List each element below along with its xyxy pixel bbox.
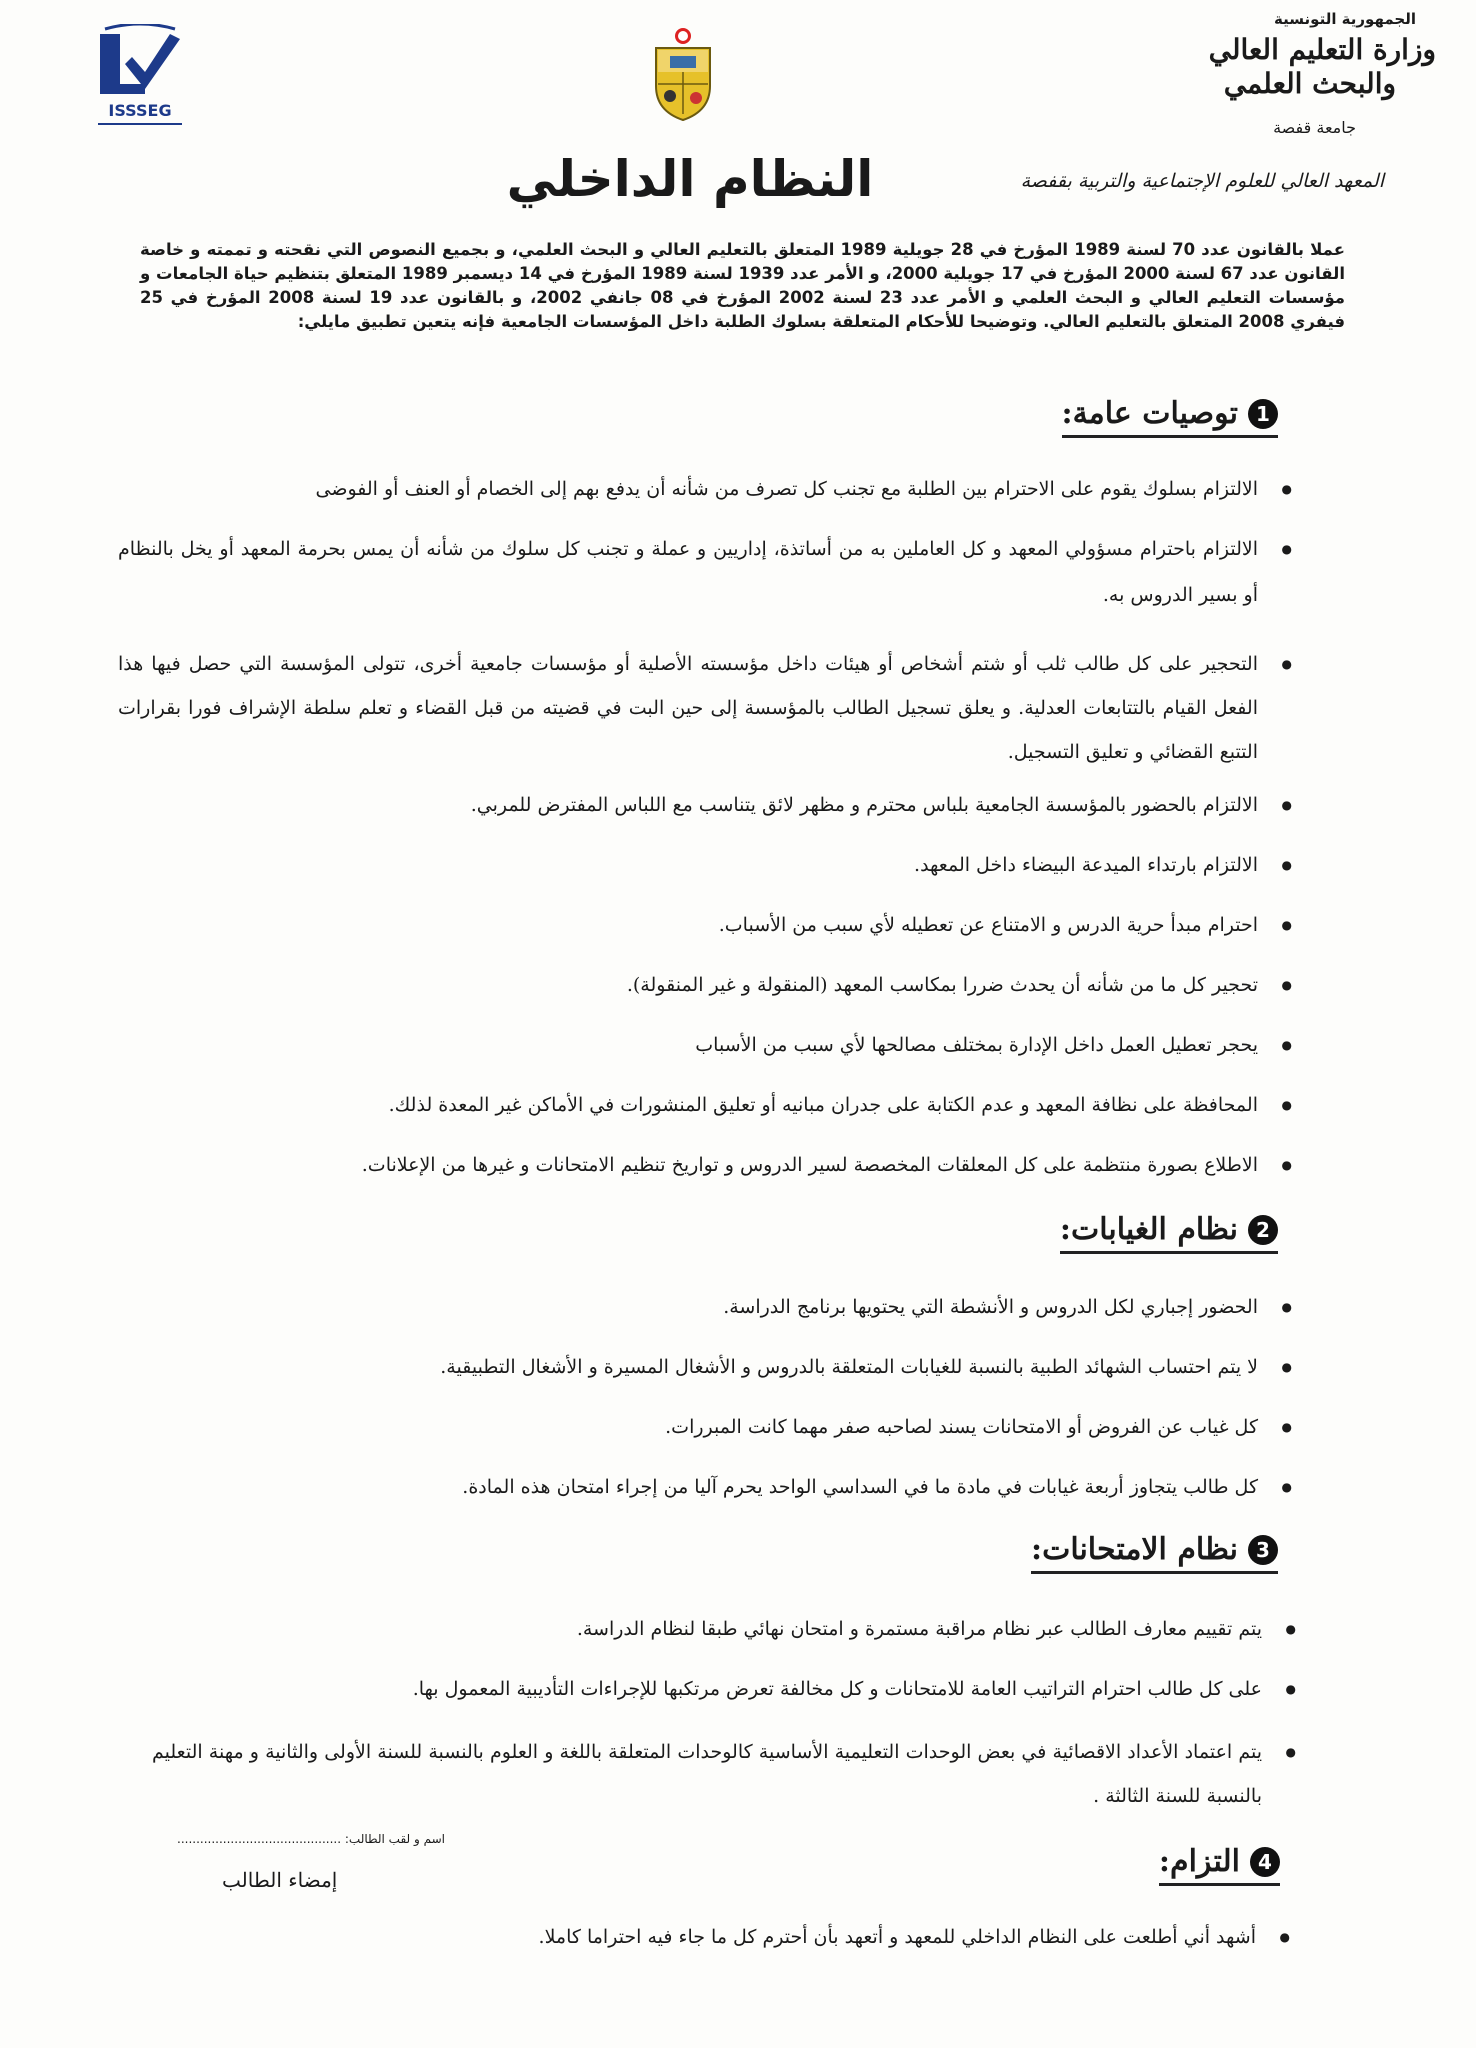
student-name-field[interactable]	[140, 1832, 445, 1846]
republic-name: الجمهورية التونسية	[1274, 10, 1416, 28]
section-3-list	[152, 1614, 1302, 1818]
list-item: ● كل طالب يتجاوز أربعة غيابات في مادة ما في السداسي الواحد يحرم آليا من إجراء امتحان هذه المادة.	[198, 1472, 1298, 1502]
section-1-number: 1	[1248, 399, 1278, 429]
list-item: ● الحضور إجباري لكل الدروس و الأنشطة التي يحتويها برنامج الدراسة.	[198, 1292, 1298, 1322]
section-2-number: 2	[1248, 1215, 1278, 1245]
institute-logo	[90, 24, 190, 134]
section-4-number: 4	[1250, 1847, 1280, 1877]
list-item: ● الالتزام بارتداء الميدعة البيضاء داخل المعهد.	[118, 850, 1298, 880]
section-2-heading	[1060, 1212, 1278, 1254]
ministry-line-2: والبحث العلمي	[1223, 67, 1396, 100]
page-title: النظام الداخلي	[506, 150, 874, 208]
list-item: ● أشهد أني أطلعت على النظام الداخلي للمعهد و أتعهد بأن أحترم كل ما جاء فيه احتراما كاملا.	[296, 1922, 1296, 1952]
list-item: ● الالتزام بالحضور بالمؤسسة الجامعية بلباس محترم و مظهر لائق يتناسب مع اللباس المفترض للمربي.	[118, 790, 1298, 820]
logo-text: ISSSEG	[108, 101, 172, 120]
tunisia-emblem	[650, 26, 716, 122]
institute-name: المعهد العالي للعلوم الإجتماعية والتربية بقفصة	[1020, 170, 1384, 192]
list-item: ● يحجر تعطيل العمل داخل الإدارة بمختلف مصالحها لأي سبب من الأسباب	[118, 1030, 1298, 1060]
ministry-header	[1126, 10, 1436, 137]
student-name-label: اسم و لقب الطالب:	[344, 1832, 445, 1846]
section-4-heading	[1159, 1844, 1280, 1886]
list-item: ● تحجير كل ما من شأنه أن يحدث ضررا بمكاسب المعهد (المنقولة و غير المنقولة).	[118, 970, 1298, 1000]
intro-paragraph: عملا بالقانون عدد 70 لسنة 1989 المؤرخ في 28 جويلية 1989 المتعلق بالتعليم العالي و البحث العلمي، و بجميع النصوص التي نقحته و تممته و خاصة القانون عدد 67 لسنة 2000 المؤرخ في 17 جويلية 2000، و الأمر عدد 1939 لسنة 1989 المؤرخ في 14 ديسمبر 1989 المتعلق بتنظيم حياة الجامعات و مؤسسات التعليم العالي و البحث العلمي و الأمر عدد 23 لسنة 2002 المؤرخ في 08 جانفي 2002، و بالقانون عدد 19 لسنة 2008 المؤرخ في 25 فيفري 2008 المتعلق بالتعليم العالي. وتوضيحا للأحكام المتعلقة بسلوك الطلبة داخل المؤسسات الجامعية فإنه يتعين تطبيق مايلي:	[140, 240, 1346, 331]
section-2-list	[198, 1292, 1298, 1502]
list-item: ● يتم اعتماد الأعداد الاقصائية في بعض الوحدات التعليمية الأساسية كالوحدات المتعلقة باللغة و العلوم بالنسبة للسنة الأولى والثانية و مهنة التعليم بالنسبة للسنة الثالثة .	[152, 1730, 1302, 1818]
list-item: ● كل غياب عن الفروض أو الامتحانات يسند لصاحبه صفر مهما كانت المبررات.	[198, 1412, 1298, 1442]
student-name-dots: ...........................................	[177, 1832, 342, 1846]
section-3-title: نظام الامتحانات:	[1031, 1532, 1238, 1567]
section-3-heading	[1031, 1532, 1278, 1574]
section-1-list	[118, 474, 1298, 1180]
list-item: ● على كل طالب احترام التراتيب العامة للامتحانات و كل مخالفة تعرض مرتكبها للإجراءات التأديبية المعمول بها.	[152, 1674, 1302, 1704]
section-1-heading	[1062, 396, 1278, 438]
section-4-title: التزام:	[1158, 1844, 1240, 1879]
list-item: ● المحافظة على نظافة المعهد و عدم الكتابة على جدران مبانيه أو تعليق المنشورات في الأماكن غير المعدة لذلك.	[118, 1090, 1298, 1120]
section-1-title: توصيات عامة:	[1061, 396, 1238, 431]
ministry-line-1: وزارة التعليم العالي	[1208, 33, 1436, 66]
list-item: ● الاطلاع بصورة منتظمة على كل المعلقات المخصصة لسير الدروس و تواريخ تنظيم الامتحانات و غيرها من الإعلانات.	[118, 1150, 1298, 1180]
list-item: ● احترام مبدأ حرية الدرس و الامتناع عن تعطيله لأي سبب من الأسباب.	[118, 910, 1298, 940]
list-item: ● الالتزام باحترام مسؤولي المعهد و كل العاملين به من أساتذة، إداريين و عملة و تجنب كل سلوك من شأنه أن يمس بحرمة المعهد أو يخل بالنظام أو بسير الدروس به.	[118, 526, 1298, 618]
list-item: ● الالتزام بسلوك يقوم على الاحترام بين الطلبة مع تجنب كل تصرف من شأنه أن يدفع بهم إلى الخصام أو العنف أو الفوضى	[118, 474, 1298, 504]
list-item: ● التحجير على كل طالب ثلب أو شتم أشخاص أو هيئات داخل مؤسسته الأصلية أو مؤسسات جامعية أخرى، تتولى المؤسسة التي حصل فيها هذا الفعل القيام بالتتابعات العدلية. و يعلق تسجيل الطالب بالمؤسسة إلى حين البت في قضيته من قبل القضاء و تعلم سلطة الإشراف فورا بقرارات التتبع القضائي و تعليق التسجيل.	[118, 642, 1298, 774]
list-item: ● لا يتم احتساب الشهائد الطبية بالنسبة للغيابات المتعلقة بالدروس و الأشغال المسيرة و الأشغال التطبيقية.	[198, 1352, 1298, 1382]
section-3-number: 3	[1248, 1535, 1278, 1565]
student-signature-label: إمضاء الطالب	[222, 1868, 338, 1892]
section-4-list	[296, 1922, 1296, 1952]
university-name: جامعة قفصة	[1273, 118, 1356, 137]
list-item: ● يتم تقييم معارف الطالب عبر نظام مراقبة مستمرة و امتحان نهائي طبقا لنظام الدراسة.	[152, 1614, 1302, 1644]
section-2-title: نظام الغيابات:	[1059, 1212, 1238, 1247]
